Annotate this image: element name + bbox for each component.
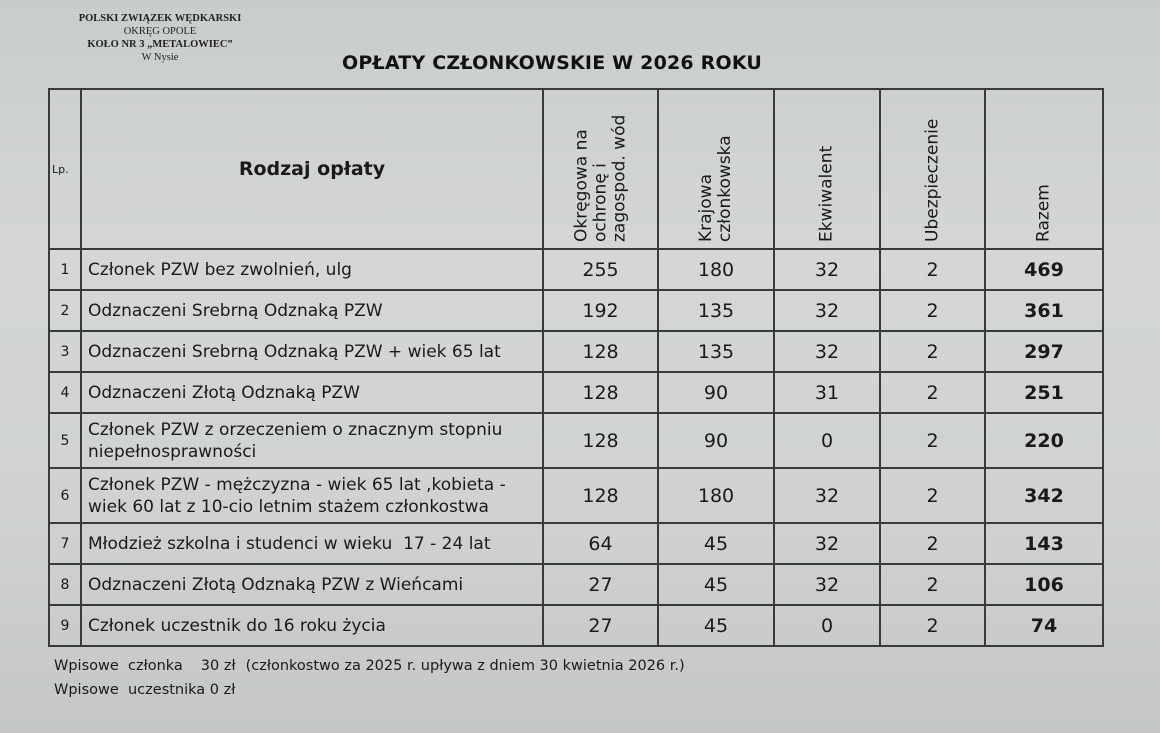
row-equivalent: 32 [774, 290, 880, 331]
row-equivalent: 32 [774, 523, 880, 564]
row-fee-type-line1: Członek uczestnik do 16 roku życia [88, 615, 386, 636]
row-fee-type [81, 249, 543, 290]
row-lp: 6 [49, 468, 81, 523]
row-national: 135 [658, 331, 774, 372]
row-lp: 9 [49, 605, 81, 646]
table-row [49, 468, 1103, 523]
header-regional-line1: Okręgowa na [571, 129, 591, 242]
table-row [49, 564, 1103, 605]
row-fee-type-line1: Młodzież szkolna i studenci w wieku 17 - 24 lat [88, 533, 491, 554]
document-title: OPŁATY CZŁONKOWSKIE W 2026 ROKU [342, 52, 763, 74]
row-regional: 27 [543, 564, 658, 605]
row-total: 74 [985, 605, 1103, 646]
row-fee-type [81, 605, 543, 646]
row-total: 361 [985, 290, 1103, 331]
row-equivalent: 0 [774, 605, 880, 646]
table-header-row [49, 89, 1103, 249]
row-insurance: 2 [880, 605, 985, 646]
row-national: 45 [658, 564, 774, 605]
header-regional-line3: zagospod. wód [609, 114, 629, 242]
header-regional [543, 89, 658, 249]
row-lp: 7 [49, 523, 81, 564]
table-row [49, 331, 1103, 372]
row-equivalent: 32 [774, 249, 880, 290]
row-lp: 5 [49, 413, 81, 468]
row-lp: 2 [49, 290, 81, 331]
row-regional: 255 [543, 249, 658, 290]
footer-member-fee-value: 30 zł [200, 658, 236, 674]
row-lp: 3 [49, 331, 81, 372]
row-national: 135 [658, 290, 774, 331]
row-insurance: 2 [880, 468, 985, 523]
table-row [49, 523, 1103, 564]
row-lp: 4 [49, 372, 81, 413]
row-total: 297 [985, 331, 1103, 372]
footer-member-fee [54, 658, 685, 674]
row-fee-type [81, 413, 543, 468]
row-fee-type [81, 290, 543, 331]
row-national: 90 [658, 372, 774, 413]
row-fee-type-line1: Członek PZW - mężczyzna - wiek 65 lat ,kobieta - [88, 474, 506, 495]
table-row [49, 413, 1103, 468]
row-national: 45 [658, 523, 774, 564]
row-fee-type-line1: Członek PZW bez zwolnień, ulg [88, 259, 352, 280]
row-fee-type-line1: Członek PZW z orzeczeniem o znacznym stopniu [88, 419, 503, 440]
table-row [49, 249, 1103, 290]
header-regional-line2: ochronę i [590, 163, 610, 242]
row-national: 180 [658, 468, 774, 523]
row-fee-type-line1: Odznaczeni Złotą Odznaką PZW [88, 382, 360, 403]
row-fee-type [81, 564, 543, 605]
row-regional: 64 [543, 523, 658, 564]
header-insurance [880, 89, 985, 249]
row-fee-type-line2: niepełnosprawności [88, 441, 257, 462]
row-total: 469 [985, 249, 1103, 290]
row-insurance: 2 [880, 249, 985, 290]
row-total: 143 [985, 523, 1103, 564]
row-national: 90 [658, 413, 774, 468]
header-total-label: Razem [1033, 184, 1054, 242]
org-city: W Nysie [141, 52, 179, 63]
footer-member-fee-label: Wpisowe członka [54, 658, 183, 674]
row-equivalent: 0 [774, 413, 880, 468]
row-insurance: 2 [880, 331, 985, 372]
row-fee-type [81, 331, 543, 372]
row-total: 106 [985, 564, 1103, 605]
row-national: 45 [658, 605, 774, 646]
header-insurance-label: Ubezpieczenie [922, 118, 942, 242]
row-insurance: 2 [880, 523, 985, 564]
table-row [49, 290, 1103, 331]
header-fee-type: Rodzaj opłaty [81, 89, 543, 249]
row-fee-type-line1: Odznaczeni Srebrną Odznaką PZW + wiek 65 lat [88, 341, 501, 362]
row-equivalent: 32 [774, 331, 880, 372]
row-total: 251 [985, 372, 1103, 413]
row-fee-type-line1: Odznaczeni Złotą Odznaką PZW z Wieńcami [88, 574, 464, 595]
row-insurance: 2 [880, 413, 985, 468]
row-fee-type-line1: Odznaczeni Srebrną Odznaką PZW [88, 300, 383, 321]
table-row [49, 372, 1103, 413]
row-insurance: 2 [880, 372, 985, 413]
row-insurance: 2 [880, 290, 985, 331]
header-equivalent [774, 89, 880, 249]
header-national-line2: członkowska [715, 135, 735, 242]
header-lp: Lp. [49, 89, 81, 249]
row-regional: 128 [543, 468, 658, 523]
row-equivalent: 32 [774, 564, 880, 605]
org-club: KOŁO NR 3 „METALOWIEC” [87, 39, 233, 50]
row-regional: 27 [543, 605, 658, 646]
row-fee-type-line2: wiek 60 lat z 10-cio letnim stażem członkostwa [88, 496, 489, 517]
org-district: OKRĘG OPOLE [123, 26, 197, 37]
organization-header [60, 12, 260, 64]
table-row [49, 605, 1103, 646]
row-equivalent: 31 [774, 372, 880, 413]
row-regional: 128 [543, 413, 658, 468]
header-national-line1: Krajowa [696, 174, 716, 242]
row-total: 342 [985, 468, 1103, 523]
row-regional: 128 [543, 372, 658, 413]
header-national [658, 89, 774, 249]
row-insurance: 2 [880, 564, 985, 605]
row-equivalent: 32 [774, 468, 880, 523]
row-lp: 8 [49, 564, 81, 605]
org-name: POLSKI ZWIĄZEK WĘDKARSKI [78, 13, 242, 24]
row-national: 180 [658, 249, 774, 290]
row-regional: 192 [543, 290, 658, 331]
header-total [985, 89, 1103, 249]
row-total: 220 [985, 413, 1103, 468]
fees-table [48, 88, 1104, 647]
row-fee-type [81, 468, 543, 523]
row-fee-type [81, 372, 543, 413]
footer-member-fee-note: (członkostwo za 2025 r. upływa z dniem 30 kwietnia 2026 r.) [245, 658, 685, 674]
row-regional: 128 [543, 331, 658, 372]
row-lp: 1 [49, 249, 81, 290]
header-equivalent-label: Ekwiwalent [816, 145, 837, 242]
footer-participant-fee: Wpisowe uczestnika 0 zł [54, 682, 236, 698]
row-fee-type [81, 523, 543, 564]
